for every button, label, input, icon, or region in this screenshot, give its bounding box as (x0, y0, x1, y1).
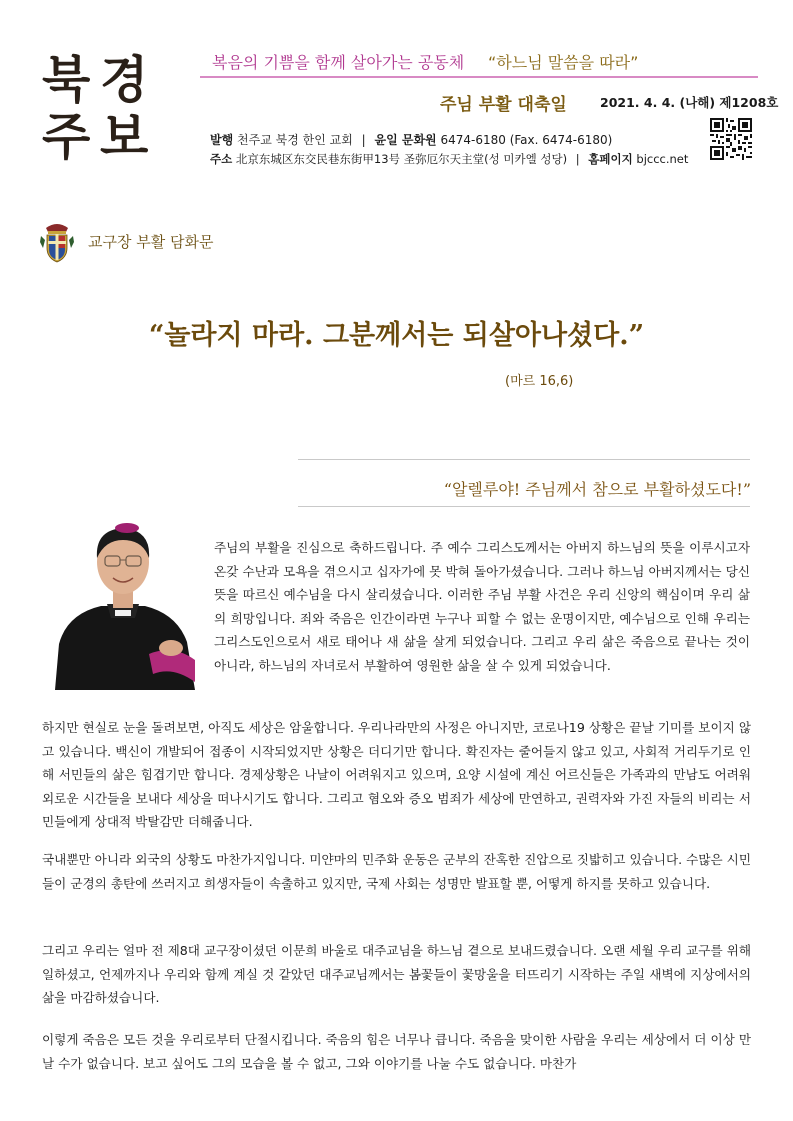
motto: “하느님 말씀을 따라” (488, 53, 639, 72)
bishop-portrait (49, 514, 197, 690)
pull-quote-top-rule (298, 459, 750, 460)
article-paragraph-1: 주님의 부활을 진심으로 축하드립니다. 주 예수 그리스도께서는 아버지 하느님의 뜻을 이루시고자 온갖 수난과 모욕을 겪으시고 십자가에 못 박혀 돌아가셨습니다. 그러나 하느님 아버지께서는 당신 뜻을 따르신 예수님을 다시 살리셨습니다. 이러한 주님 부활 사건은 우리 신앙의 핵심이며 우리 삶의 희망입니다. 죄와 죽음은 인간이라면 누구나 피할 수 없는 운명이지만, 예수님으로 인해 우리는 그리스도인으로서 새로 태어나 새 삶을 살게 되었습니다. 그리고 우리 삶은 죽음으로 끝나는 것이 아니라, 하느님의 자녀로서 부활하여 영원한 삶을 살 수 있게 되었습니다. (214, 540, 750, 673)
scripture-citation: (마르 16,6) (505, 374, 574, 389)
address-text: 北京东城区东交民巷东街甲13号 圣弥厄尔天主堂(성 미카엘 성당) (235, 152, 568, 166)
separator: | (575, 152, 580, 166)
pull-quote-bottom-rule (298, 506, 750, 507)
publisher-label: 발행 (210, 133, 234, 147)
publisher-name: 천주교 북경 한인 교회 (237, 133, 353, 147)
masthead-char-1: 북 (42, 51, 91, 109)
header-divider (200, 76, 758, 78)
article-paragraph-3: 국내뿐만 아니라 외국의 상황도 마찬가지입니다. 미얀마의 민주화 운동은 군부의 잔혹한 진압으로 짓밟히고 있습니다. 수많은 시민들이 군경의 총탄에 쓰러지고 희생자들이 속출하고 있지만, 국제 사회는 성명만 발표할 뿐, 어떻게 하지를 못하고 있습니다. (42, 852, 751, 891)
masthead-char-4: 보 (100, 108, 149, 166)
address-row (210, 151, 688, 167)
address-label: 주소 (210, 152, 233, 166)
homepage-label: 홈페이지 (588, 152, 633, 166)
homepage-link[interactable]: bjccc.net (636, 152, 689, 166)
qr-code-icon (710, 118, 752, 160)
masthead-char-2: 경 (100, 51, 149, 109)
feast-title: 주님 부활 대축일 (440, 95, 567, 115)
separator: | (361, 133, 366, 147)
slogan: 복음의 기쁨을 함께 살아가는 공동체 (212, 53, 465, 72)
article-paragraph-5: 이렇게 죽음은 모든 것을 우리로부터 단절시킵니다. 죽음의 힘은 너무나 큽니다. 죽음을 맞이한 사람을 우리는 세상에서 더 이상 만날 수가 없습니다. 보고 싶어도 그의 모습을 볼 수 없고, 그와 이야기를 나눌 수도 없습니다. 마찬가 (42, 1032, 751, 1071)
phone-number: 6474-6180 (Fax. 6474-6180) (440, 133, 613, 147)
publisher-row (210, 131, 612, 148)
article-paragraph-4: 그리고 우리는 얼마 전 제8대 교구장이셨던 이문희 바울로 대주교님을 하느님 곁으로 보내드렸습니다. 오랜 세월 우리 교구를 위해 일하셨고, 언제까지나 우리와 함께 계실 것 같았던 대주교님께서는 봄꽃들이 꽃망울을 터뜨리기 시작하는 주일 새벽에 지상에서의 삶을 마감하셨습니다. (42, 943, 751, 1005)
section-title: 교구장 부활 담화문 (88, 233, 214, 251)
archdiocese-crest-icon (38, 222, 76, 264)
article-headline: “놀라지 마라. 그분께서는 되살아나셨다.” (148, 320, 645, 351)
pull-quote: “알렐루야! 주님께서 참으로 부활하셨도다!” (443, 480, 751, 499)
article-paragraph-2: 하지만 현실로 눈을 돌려보면, 아직도 세상은 암울합니다. 우리나라만의 사정은 아니지만, 코로나19 상황은 끝날 기미를 보이지 않고 있습니다. 백신이 개발되어 접종이 시작되었지만 상황은 더디기만 합니다. 확진자는 줄어들지 않고 있고, 사회적 거리두기로 인해 서민들의 삶은 힘겹기만 합니다. 경제상황은 나날이 어려워지고 있으며, 요양 시설에 계신 어르신들은 가족과의 만남도 어려워 외로운 시간들을 보내다 세상을 떠나시기도 합니다. 그리고 혐오와 증오 범죄가 세상에 만연하고, 권력자와 가진 자들의 비리는 서민들에게 상대적 박탈감만 더해줍니다. (42, 720, 751, 829)
issue-date-number: 2021. 4. 4. (나해) 제1208호 (600, 95, 779, 110)
director-label: 윤일 문화원 (374, 133, 437, 147)
masthead-char-3: 주 (42, 108, 91, 166)
